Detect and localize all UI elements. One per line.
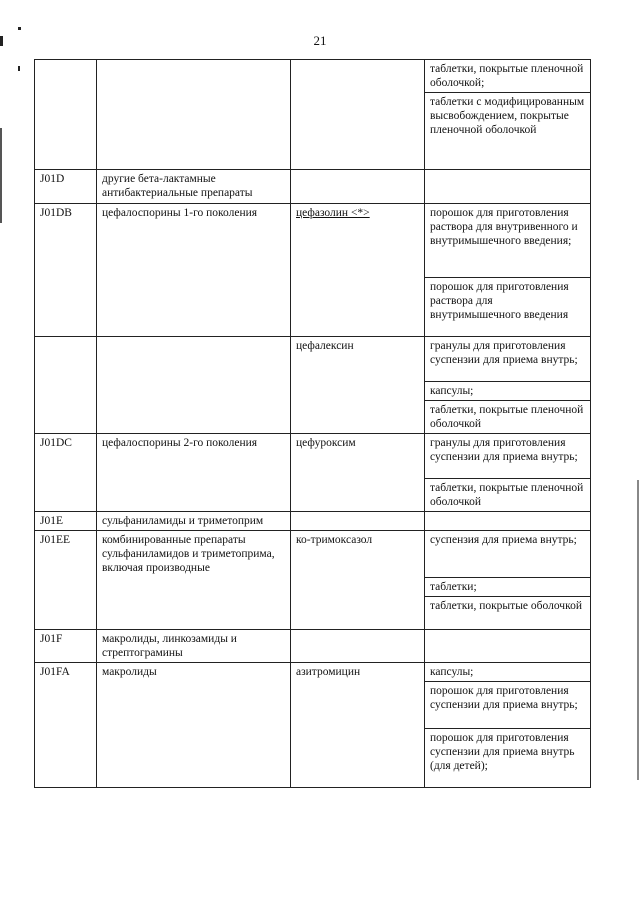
form-cell: порошок для приготовления суспензии для приема внутрь (для детей); bbox=[425, 729, 591, 788]
group-cell: сульфаниламиды и триметоприм bbox=[97, 512, 291, 531]
table-row bbox=[35, 170, 591, 204]
table-row bbox=[35, 531, 591, 578]
form-cell: таблетки, покрытые пленочной оболочкой bbox=[425, 401, 591, 434]
table-row bbox=[35, 434, 591, 479]
group-cell: другие бета-лактамные антибактериальные препараты bbox=[97, 170, 291, 204]
drug-cell bbox=[291, 204, 425, 337]
form-cell: порошок для приготовления раствора для внутримышечного введения bbox=[425, 278, 591, 337]
code-cell: J01F bbox=[35, 630, 97, 663]
form-cell: таблетки, покрытые пленочной оболочкой; bbox=[425, 60, 591, 93]
group-cell: цефалоспорины 2-го поколения bbox=[97, 434, 291, 512]
code-cell: J01E bbox=[35, 512, 97, 531]
form-cell: таблетки с модифицированным высвобождением, покрытые пленочной оболочкой bbox=[425, 93, 591, 170]
drug-cell: азитромицин bbox=[291, 663, 425, 788]
drug-cell bbox=[291, 630, 425, 663]
code-cell bbox=[35, 60, 97, 170]
form-cell: порошок для приготовления суспензии для приема внутрь; bbox=[425, 682, 591, 729]
scan-artifact bbox=[0, 36, 3, 46]
group-cell: цефалоспорины 1-го поколения bbox=[97, 204, 291, 337]
form-cell: суспензия для приема внутрь; bbox=[425, 531, 591, 578]
code-cell: J01EE bbox=[35, 531, 97, 630]
scan-artifact bbox=[18, 66, 20, 71]
group-cell: макролиды, линкозамиды и стрептограмины bbox=[97, 630, 291, 663]
group-cell bbox=[97, 60, 291, 170]
form-cell: гранулы для приготовления суспензии для приема внутрь; bbox=[425, 434, 591, 479]
drug-cell bbox=[291, 60, 425, 170]
drug-cell bbox=[291, 512, 425, 531]
scan-artifact bbox=[0, 128, 2, 223]
group-cell: макролиды bbox=[97, 663, 291, 788]
drug-cell bbox=[291, 170, 425, 204]
form-cell bbox=[425, 170, 591, 204]
form-cell: порошок для приготовления раствора для внутривенного и внутримышечного введения; bbox=[425, 204, 591, 278]
code-cell: J01DC bbox=[35, 434, 97, 512]
form-cell bbox=[425, 512, 591, 531]
code-cell: J01DB bbox=[35, 204, 97, 337]
page-number: 21 bbox=[313, 33, 327, 48]
form-cell: капсулы; bbox=[425, 663, 591, 682]
form-cell: таблетки, покрытые пленочной оболочкой bbox=[425, 479, 591, 512]
group-cell bbox=[97, 337, 291, 434]
drug-cell: ко-тримоксазол bbox=[291, 531, 425, 630]
table-row bbox=[35, 663, 591, 682]
code-cell: J01FA bbox=[35, 663, 97, 788]
form-cell: таблетки, покрытые оболочкой bbox=[425, 597, 591, 630]
form-cell bbox=[425, 630, 591, 663]
drug-cell: цефалексин bbox=[291, 337, 425, 434]
scan-artifact bbox=[637, 480, 639, 780]
form-cell: таблетки; bbox=[425, 578, 591, 597]
group-cell: комбинированные препараты сульфаниламидов и триметоприма, включая производные bbox=[97, 531, 291, 630]
form-cell: капсулы; bbox=[425, 382, 591, 401]
drug-cell: цефуроксим bbox=[291, 434, 425, 512]
table-row bbox=[35, 204, 591, 278]
drug-table bbox=[34, 59, 591, 788]
code-cell bbox=[35, 337, 97, 434]
drug-name: цефазолин <*> bbox=[296, 207, 370, 219]
table-row bbox=[35, 512, 591, 531]
scan-artifact bbox=[18, 27, 21, 30]
table-row bbox=[35, 630, 591, 663]
code-cell: J01D bbox=[35, 170, 97, 204]
table-row bbox=[35, 337, 591, 382]
form-cell: гранулы для приготовления суспензии для приема внутрь; bbox=[425, 337, 591, 382]
table-row bbox=[35, 60, 591, 93]
